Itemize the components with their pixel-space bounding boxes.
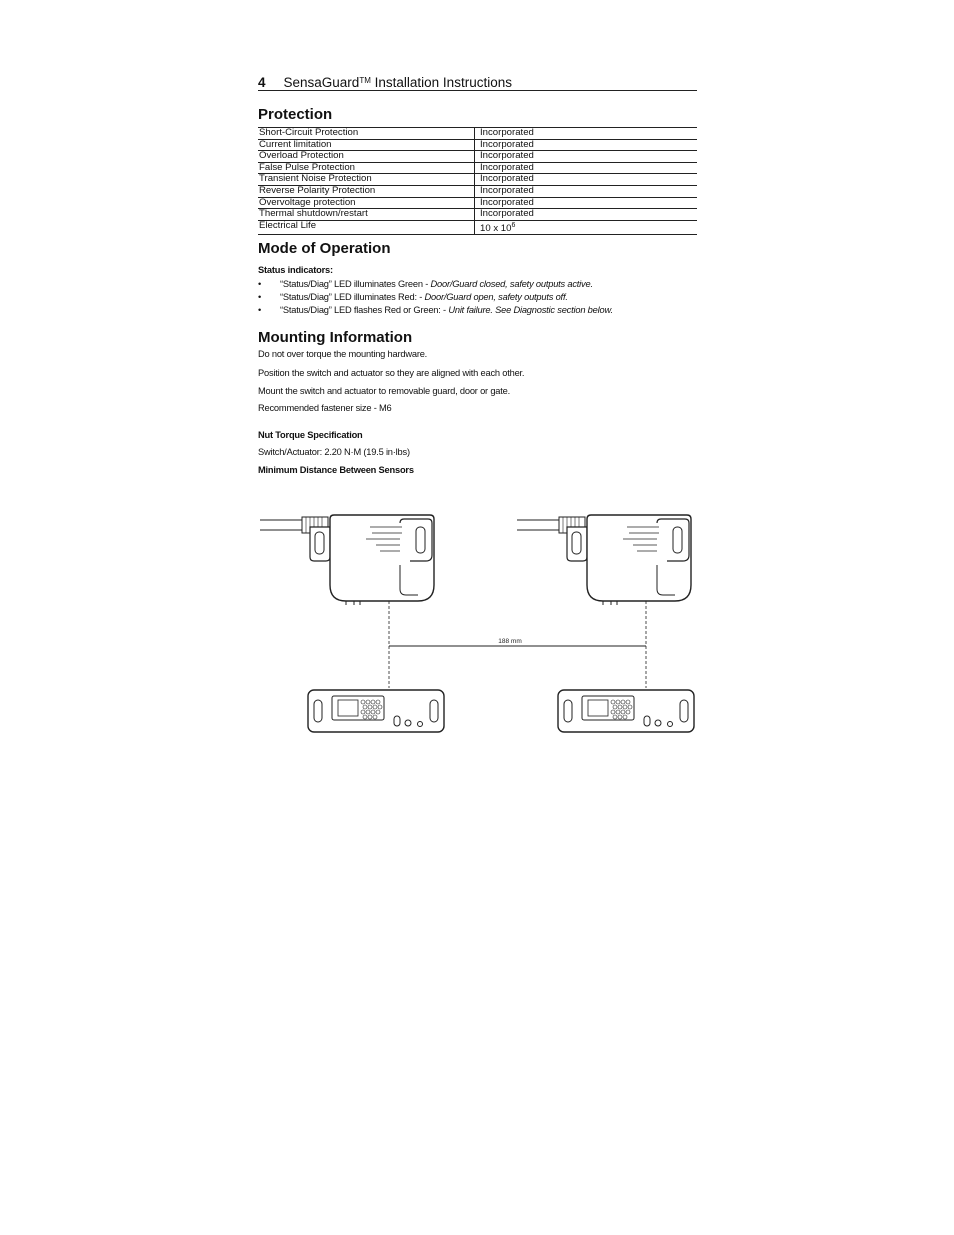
protection-feature: Electrical Life	[258, 220, 475, 235]
protection-value-text: 10 x 10	[480, 222, 512, 234]
protection-value-text: Incorporated	[480, 208, 534, 220]
torque-heading: Nut Torque Specification	[258, 430, 363, 440]
protection-row	[258, 197, 697, 209]
protection-value	[475, 185, 698, 197]
status-text: “Status/Diag” LED illuminates Green -	[280, 279, 431, 289]
status-meaning: Door/Guard open, safety outputs off.	[424, 292, 568, 302]
protection-feature: Transient Noise Protection	[258, 174, 475, 186]
status-item-green	[258, 278, 613, 291]
protection-row	[258, 209, 697, 221]
protection-row	[258, 128, 697, 140]
protection-value-text: Incorporated	[480, 127, 534, 138]
doc-title-prefix: SensaGuard	[283, 75, 360, 90]
page-number: 4	[258, 75, 266, 90]
protection-value-text: Incorporated	[480, 196, 534, 208]
protection-table	[258, 127, 697, 235]
protection-value-text: Incorporated	[480, 184, 534, 196]
running-header	[258, 73, 697, 91]
protection-feature: Overvoltage protection	[258, 197, 475, 209]
sensor-spacing-diagram	[250, 505, 710, 740]
torque-value: Switch/Actuator: 2.20 N·M (19.5 in·lbs)	[258, 447, 410, 457]
protection-value	[475, 162, 698, 174]
status-text: “Status/Diag” LED flashes Red or Green: -	[280, 305, 449, 315]
protection-row	[258, 185, 697, 197]
status-item-flash	[258, 304, 613, 317]
mode-heading: Mode of Operation	[258, 240, 391, 257]
protection-row	[258, 139, 697, 151]
protection-row	[258, 162, 697, 174]
protection-value	[475, 174, 698, 186]
protection-feature: Overload Protection	[258, 151, 475, 163]
doc-title-suffix: Installation Instructions	[370, 75, 512, 90]
status-indicators-label: Status indicators:	[258, 265, 333, 275]
left-switch	[260, 515, 434, 605]
bullet-icon: •	[258, 279, 262, 289]
status-meaning: Unit failure. See Diagnostic section below.	[448, 305, 613, 315]
mounting-paragraph: Mount the switch and actuator to removable guard, door or gate.	[258, 386, 510, 396]
protection-value-text: Incorporated	[480, 173, 534, 185]
left-actuator	[308, 690, 444, 732]
protection-feature: Short-Circuit Protection	[258, 128, 475, 140]
right-actuator	[558, 690, 694, 732]
protection-row	[258, 151, 697, 163]
distance-heading: Minimum Distance Between Sensors	[258, 465, 414, 475]
mounting-paragraph: Do not over torque the mounting hardware.	[258, 349, 428, 359]
bullet-icon: •	[258, 292, 262, 302]
bullet-icon: •	[258, 305, 262, 315]
protection-value-text: Incorporated	[480, 161, 534, 173]
status-meaning: Door/Guard closed, safety outputs active.	[430, 279, 593, 289]
protection-value	[475, 197, 698, 209]
protection-feature: Reverse Polarity Protection	[258, 185, 475, 197]
protection-value	[475, 151, 698, 163]
protection-feature: False Pulse Protection	[258, 162, 475, 174]
protection-value	[475, 220, 698, 235]
right-switch	[517, 515, 691, 605]
trademark-mark: TM	[359, 76, 371, 85]
protection-value-exponent: 6	[511, 221, 516, 229]
protection-value-text: Incorporated	[480, 138, 534, 150]
mounting-heading: Mounting Information	[258, 329, 413, 346]
protection-value	[475, 139, 698, 151]
mounting-paragraph: Recommended fastener size - M6	[258, 403, 392, 413]
protection-row	[258, 220, 697, 235]
mounting-paragraph: Position the switch and actuator so they are aligned with each other.	[258, 368, 525, 378]
protection-feature: Current limitation	[258, 139, 475, 151]
status-text: “Status/Diag” LED illuminates Red: -	[280, 292, 425, 302]
protection-value-text: Incorporated	[480, 150, 534, 162]
dimension-label: 188 mm	[498, 638, 522, 645]
protection-heading: Protection	[258, 106, 333, 123]
protection-feature: Thermal shutdown/restart	[258, 209, 475, 221]
protection-value	[475, 209, 698, 221]
protection-value	[475, 128, 698, 140]
status-list	[258, 278, 613, 317]
status-item-red	[258, 291, 613, 304]
protection-row	[258, 174, 697, 186]
